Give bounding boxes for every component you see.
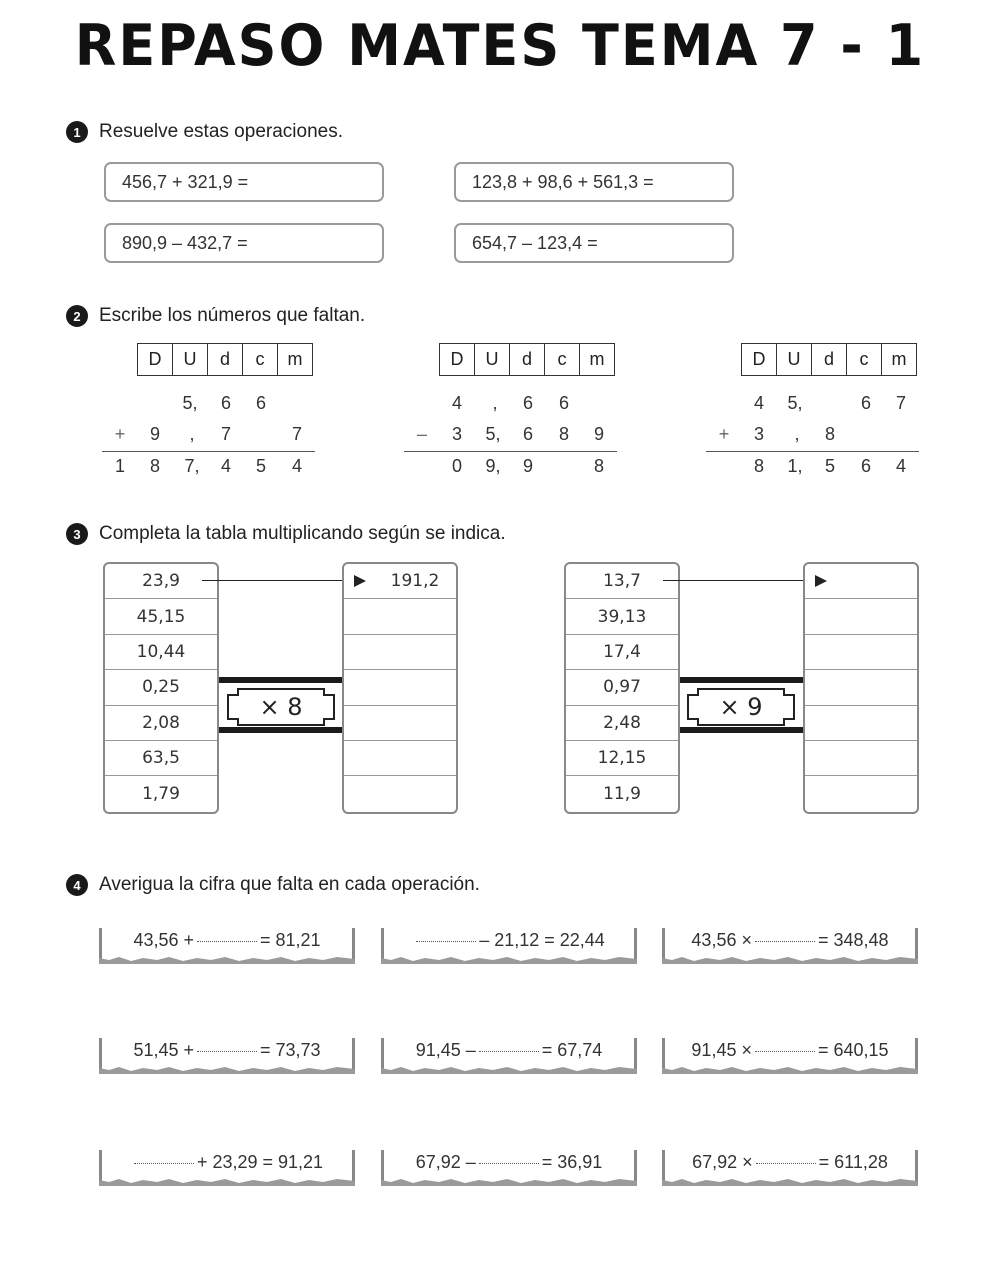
header-cell: d [812, 344, 847, 376]
place-value-header [439, 343, 615, 376]
connector-bar [680, 677, 803, 683]
arrow-head-icon [354, 575, 366, 587]
digit: 7 [291, 424, 302, 444]
header-cell: D [138, 344, 173, 376]
place-value-header [741, 343, 917, 376]
digit: 4 [451, 393, 462, 413]
digit: 6 [860, 393, 871, 413]
answer-cell[interactable] [344, 741, 456, 776]
digit: 3 [753, 424, 764, 444]
digit: 0 [451, 456, 462, 476]
operation-text: 890,9 – 432,7 = [122, 232, 248, 253]
digit: 4 [895, 456, 906, 476]
input-value: 12,15 [566, 741, 678, 776]
torn-edge [662, 956, 918, 964]
problem-text [381, 930, 637, 951]
input-value: 13,7 [566, 564, 678, 599]
digit: 9 [149, 424, 160, 444]
digit: 8 [558, 424, 569, 444]
input-value: 0,97 [566, 670, 678, 705]
exercise-2-heading [66, 305, 365, 327]
exercise-number: 1 [66, 121, 88, 143]
input-value: 45,15 [105, 599, 217, 634]
digit: , [492, 393, 498, 413]
operator: – [416, 424, 427, 444]
digit: 5, [182, 393, 198, 413]
multiplier-label: × 9 [719, 693, 763, 721]
header-cell: c [847, 344, 882, 376]
input-value: 11,9 [603, 784, 641, 805]
problem-text [662, 1152, 918, 1173]
header-cell: U [475, 344, 510, 376]
header-cell: d [208, 344, 243, 376]
header-cell: D [742, 344, 777, 376]
torn-edge [662, 1066, 918, 1074]
missing-number-problem [99, 1150, 355, 1184]
problem-left: 43,56 + [133, 930, 194, 950]
operation-text: 456,7 + 321,9 = [122, 171, 249, 192]
output-value: 191,2 [344, 564, 456, 599]
place-value-header [137, 343, 313, 376]
connector-bar [680, 727, 803, 733]
missing-number-problem [381, 928, 637, 962]
operation-box[interactable] [104, 223, 384, 263]
problem-left: 67,92 × [692, 1152, 753, 1172]
answer-cell[interactable] [344, 670, 456, 705]
answer-blank[interactable] [479, 1163, 539, 1164]
problem-right: = 81,21 [260, 930, 321, 950]
digit: 4 [753, 393, 764, 413]
answer-cell[interactable] [805, 741, 917, 776]
digit: 4 [291, 456, 302, 476]
problem-text [99, 1040, 355, 1061]
problem-right: + 23,29 = 91,21 [196, 1152, 324, 1172]
operation-box[interactable] [454, 162, 734, 202]
input-value: 2,08 [105, 706, 217, 741]
exercise-instruction: Averigua la cifra que falta en cada operación. [99, 874, 480, 895]
digit: 3 [451, 424, 462, 444]
digit: 6 [522, 393, 533, 413]
digit: 5, [485, 424, 501, 444]
digit: 5, [787, 393, 803, 413]
digit: 6 [220, 393, 231, 413]
digit: 6 [558, 393, 569, 413]
operation-text: 654,7 – 123,4 = [472, 232, 598, 253]
exercise-4-heading [66, 874, 480, 896]
problem-text [381, 1152, 637, 1173]
input-value: 10,44 [105, 635, 217, 670]
answer-blank[interactable] [755, 941, 815, 942]
addend-row [0, 424, 1000, 454]
answer-blank[interactable] [248, 229, 368, 257]
operation-box[interactable] [454, 223, 734, 263]
header-cell: D [440, 344, 475, 376]
problem-left: 91,45 – [415, 1040, 476, 1060]
digit: 6 [255, 393, 266, 413]
answer-cell[interactable] [344, 776, 456, 811]
digit: 5 [255, 456, 266, 476]
exercise-number: 3 [66, 523, 88, 545]
header-cell: c [545, 344, 580, 376]
problem-right: = 73,73 [260, 1040, 321, 1060]
exercise-instruction: Resuelve estas operaciones. [99, 121, 343, 142]
torn-edge [381, 1178, 637, 1186]
answer-blank[interactable] [416, 941, 476, 942]
exercise-number: 4 [66, 874, 88, 896]
connector-bar [219, 727, 342, 733]
arrow-head-icon [815, 575, 827, 587]
missing-number-problem [381, 1038, 637, 1072]
page-title: REPASO MATES TEMA 7 - 1 [74, 12, 926, 79]
exercise-3-heading [66, 523, 506, 545]
answer-blank[interactable] [248, 168, 368, 196]
torn-edge [99, 1178, 355, 1186]
answer-blank[interactable] [598, 229, 718, 257]
digit: 9 [593, 424, 604, 444]
output-column [803, 562, 919, 814]
missing-number-problem [662, 1150, 918, 1184]
digit: 7 [220, 424, 231, 444]
answer-blank[interactable] [197, 1051, 257, 1052]
header-cell: m [882, 344, 917, 376]
problem-left: 91,45 × [691, 1040, 752, 1060]
output-column [342, 562, 458, 814]
input-column [564, 562, 680, 814]
digit: 6 [860, 456, 871, 476]
input-value: 23,9 [105, 564, 217, 599]
header-cell: m [278, 344, 313, 376]
digit: 8 [824, 424, 835, 444]
digit: 4 [220, 456, 231, 476]
missing-number-problem [662, 928, 918, 962]
header-cell: U [173, 344, 208, 376]
input-value: 0,25 [105, 670, 217, 705]
input-value: 17,4 [566, 635, 678, 670]
digit: , [189, 424, 195, 444]
digit: 1 [114, 456, 125, 476]
input-value: 2,48 [566, 706, 678, 741]
answer-cell[interactable] [805, 599, 917, 634]
operator: + [718, 424, 730, 444]
answer-blank[interactable] [654, 168, 714, 196]
exercise-1-heading [66, 121, 343, 143]
digit: 9 [522, 456, 533, 476]
answer-cell[interactable] [344, 599, 456, 634]
input-value: 1,79 [142, 784, 180, 805]
answer-cell[interactable] [805, 706, 917, 741]
missing-number-problem [662, 1038, 918, 1072]
digit: 9, [485, 456, 501, 476]
header-cell: c [243, 344, 278, 376]
exercise-instruction: Completa la tabla multiplicando según se indica. [99, 523, 506, 544]
answer-cell[interactable] [344, 635, 456, 670]
result-row [0, 456, 1000, 486]
sum-rule [706, 451, 919, 452]
multiplier-label: × 8 [259, 693, 303, 721]
answer-blank[interactable] [197, 941, 257, 942]
problem-text [99, 1152, 355, 1173]
exercise-number: 2 [66, 305, 88, 327]
digit: 8 [753, 456, 764, 476]
answer-blank[interactable] [755, 1051, 815, 1052]
input-column [103, 562, 219, 814]
missing-number-problem [99, 928, 355, 962]
digit: 7 [895, 393, 906, 413]
input-value: 39,13 [566, 599, 678, 634]
problem-right: = 640,15 [817, 1040, 889, 1060]
problem-left: 43,56 × [691, 930, 752, 950]
torn-edge [99, 956, 355, 964]
digit: 5 [824, 456, 835, 476]
connector-bar [219, 677, 342, 683]
input-value: 63,5 [105, 741, 217, 776]
answer-cell[interactable] [805, 776, 917, 811]
digit: 1, [787, 456, 803, 476]
problem-right: = 67,74 [541, 1040, 603, 1060]
operation-box[interactable] [104, 162, 384, 202]
problem-text [662, 1040, 918, 1061]
header-cell: U [777, 344, 812, 376]
problem-left: 67,92 – [415, 1152, 476, 1172]
problem-right: – 21,12 = 22,44 [479, 930, 605, 950]
header-cell: d [510, 344, 545, 376]
problem-right: = 611,28 [818, 1152, 888, 1172]
digit: 6 [522, 424, 533, 444]
problem-left: 51,45 + [133, 1040, 194, 1060]
digit: 8 [149, 456, 160, 476]
problem-text [662, 930, 918, 951]
problem-right: = 36,91 [541, 1152, 603, 1172]
missing-number-problem [99, 1038, 355, 1072]
exercise-instruction: Escribe los números que faltan. [99, 305, 366, 326]
digit: 7, [184, 456, 200, 476]
problem-right: = 348,48 [817, 930, 889, 950]
digit: , [794, 424, 800, 444]
digit: 8 [593, 456, 604, 476]
answer-blank[interactable] [134, 1163, 194, 1164]
torn-edge [381, 1066, 637, 1074]
problem-text [381, 1040, 637, 1061]
header-cell: m [580, 344, 615, 376]
operator: + [114, 424, 126, 444]
operation-text: 123,8 + 98,6 + 561,3 = [472, 171, 654, 192]
addend-row [0, 393, 1000, 423]
problem-text [99, 930, 355, 951]
torn-edge [381, 956, 637, 964]
torn-edge [99, 1066, 355, 1074]
missing-number-problem [381, 1150, 637, 1184]
answer-cell[interactable] [805, 635, 917, 670]
arrow [202, 580, 342, 581]
answer-cell[interactable] [344, 706, 456, 741]
answer-blank[interactable] [479, 1051, 539, 1052]
answer-blank[interactable] [756, 1163, 816, 1164]
answer-cell[interactable] [805, 670, 917, 705]
arrow [663, 580, 803, 581]
torn-edge [662, 1178, 918, 1186]
